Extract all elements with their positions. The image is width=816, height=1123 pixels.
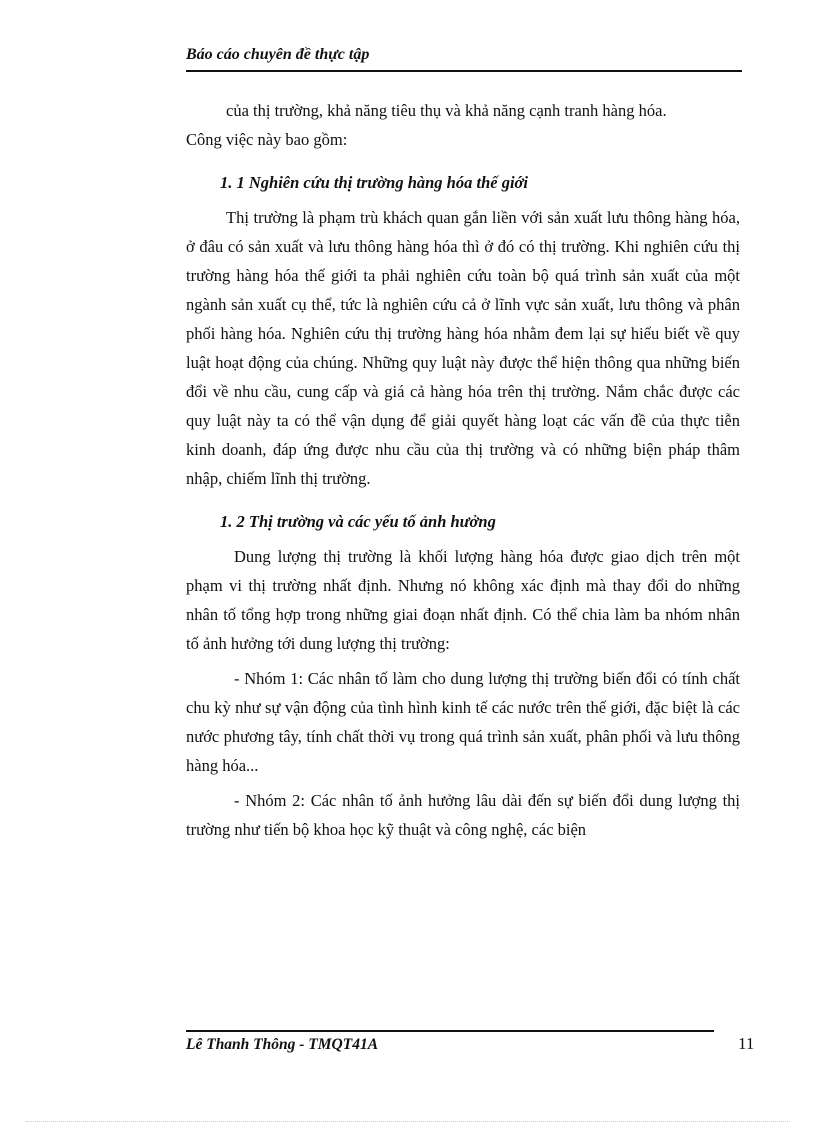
footer-divider bbox=[186, 1030, 714, 1032]
paragraph-1-1: Thị trường là phạm trù khách quan gắn liền với sản xuất lưu thông hàng hóa, ở đâu có sản xuất và lưu thông hàng hóa thì ở đó có thị trường. Khi nghiên cứu thị trường hàng hóa thế giới ta phải nghiên cứu toàn bộ quá trình sản xuất của một ngành sản xuất cụ thể, tức là nghiên cứu cả ở lĩnh vực sản xuất, lưu thông và phân phối hàng hóa. Nghiên cứu thị trường hàng hóa nhằm đem lại sự hiểu biết về quy luật hoạt động của chúng. Những quy luật này được thể hiện thông qua những biến đổi về nhu cầu, cung cấp và giá cả hàng hóa trên thị trường. Nắm chắc được các quy luật này ta có thể vận dụng để giải quyết hàng loạt các vấn đề của thực tiễn kinh doanh, đáp ứng được nhu cầu của thị trường và có những biện pháp thâm nhập, chiếm lĩnh thị trường. bbox=[186, 208, 740, 488]
section-heading-1-2: 1. 2 Thị trường và các yếu tố ảnh hưởng bbox=[220, 512, 496, 531]
page-number: 11 bbox=[738, 1034, 755, 1053]
paragraph-1-2: Dung lượng thị trường là khối lượng hàng hóa được giao dịch trên một phạm vi thị trường nhất định. Nhưng nó không xác định mà thay đổi do những nhân tố tổng hợp trong những giai đoạn nhất định. Có thể chia làm ba nhóm nhân tố ảnh hưởng tới dung lượng thị trường: bbox=[186, 547, 740, 653]
paragraph-group-2: - Nhóm 2: Các nhân tố ảnh hưởng lâu dài đến sự biến đổi dung lượng thị trường như tiến bộ khoa học kỹ thuật và công nghệ, các biện bbox=[186, 791, 740, 839]
intro-paragraph-line-1: của thị trường, khả năng tiêu thụ và khả năng cạnh tranh hàng hóa. bbox=[226, 101, 667, 120]
document-body bbox=[186, 96, 740, 844]
section-heading-1-1: 1. 1 Nghiên cứu thị trường hàng hóa thế giới bbox=[220, 173, 528, 192]
page-header bbox=[186, 44, 742, 72]
footer-author: Lê Thanh Thông - TMQT41A bbox=[186, 1036, 379, 1053]
header-title: Báo cáo chuyên đề thực tập bbox=[186, 46, 370, 63]
paragraph-group-1: - Nhóm 1: Các nhân tố làm cho dung lượng thị trường biến đổi có tính chất chu kỳ như sự vận động của tình hình kinh tế các nước trên thế giới, đặc biệt là các nước phương tây, tính chất thời vụ trong quá trình sản xuất, phân phối và lưu thông hàng hóa... bbox=[186, 669, 740, 775]
page-bottom-border bbox=[26, 1121, 790, 1122]
intro-paragraph-line-2: Công việc này bao gồm: bbox=[186, 130, 348, 149]
